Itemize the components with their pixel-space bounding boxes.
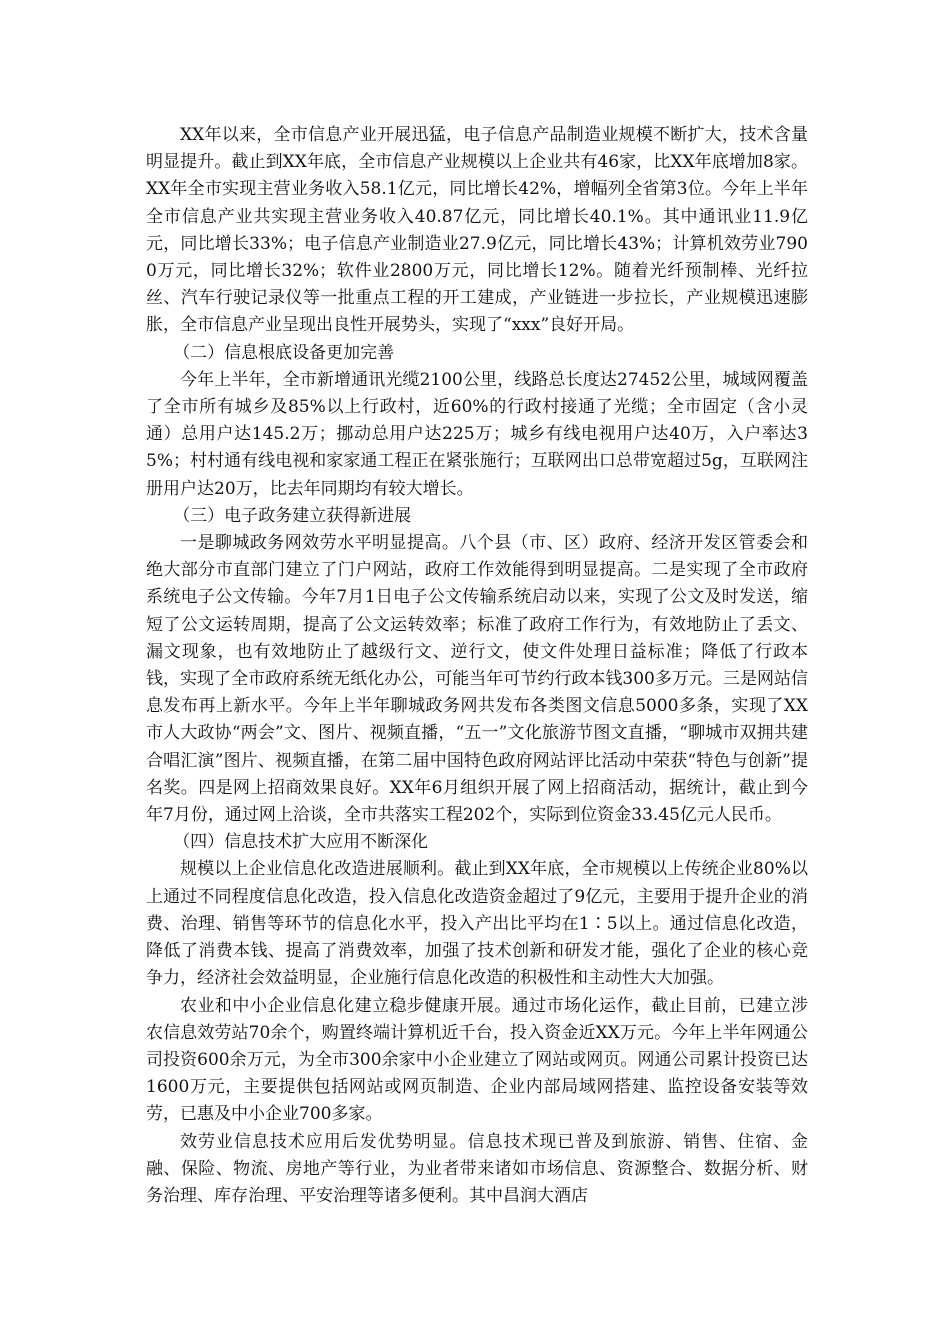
section-heading-infrastructure: （二）信息根底设备更加完善 xyxy=(173,342,395,363)
paragraph-infrastructure: 今年上半年，全市新增通讯光缆2100公里，线路总长度达27452公里，城域网覆盖了全市所有城乡及85%以上行政村，近60%的行政村接通了光缆；全市固定（含小灵通）总用户达145.2万；挪动总用户达225万；城乡有线电视用户达40万，入户率达35%；村村通有线电视和家家通工程正在紧张施行；互联网出口总带宽超过5g，互联网注册用户达20万，比去年同期均有较大增长。 xyxy=(146,369,808,499)
paragraph-service-industry: 效劳业信息技术应用后发优势明显。信息技术现已普及到旅游、销售、住宿、金融、保险、物流、房地产等行业，为业者带来诸如市场信息、资源整合、数据分析、财务治理、库存治理、平安治理等诸多便利。其中昌润大酒店 xyxy=(146,1131,808,1206)
paragraph-industry-overview: XX年以来，全市信息产业开展迅猛，电子信息产品制造业规模不断扩大，技术含量明显提升。截止到XX年底，全市信息产业规模以上企业共有46家，比XX年底增加8家。XX年全市实现主营业务收入58.1亿元，同比增长42%，增幅列全省第3位。今年上半年全市信息产业共实现主营业务收入40.87亿元，同比增长40.1%。其中通讯业11.9亿元，同比增长33%；电子信息产业制造业27.9亿元，同比增长43%；计算机效劳业7900万元，同比增长32%；软件业2800万元，同比增长12%。随着光纤预制棒、光纤拉丝、汽车行驶记录仪等一批重点工程的开工建成，产业链进一步拉长，产业规模迅速膨胀，全市信息产业呈现出良性开展势头，实现了“xxx”良好开局。 xyxy=(146,125,808,336)
paragraph-enterprise-informatization: 规模以上企业信息化改造进展顺利。截止到XX年底，全市规模以上传统企业80%以上通过不同程度信息化改造，投入信息化改造资金超过了9亿元，主要用于提升企业的消费、治理、销售等环节的信息化水平，投入产出比平均在1∶5以上。通过信息化改造，降低了消费本钱、提高了消费效率，加强了技术创新和研发才能，强化了企业的核心竞争力，经济社会效益明显，企业施行信息化改造的积极性和主动性大大加强。 xyxy=(146,859,808,989)
section-heading-it-application: （四）信息技术扩大应用不断深化 xyxy=(173,832,429,853)
document-body xyxy=(146,122,808,1210)
paragraph-e-government: 一是聊城政务网效劳水平明显提高。八个县（市、区）政府、经济开发区管委会和绝大部分市直部门建立了门户网站，政府工作效能得到明显提高。二是实现了全市政府系统电子公文传输。今年7月1日电子公文传输系统启动以来，实现了公文及时发送，缩短了公文运转周期，提高了公文运转效率；标准了政府工作行为，有效地防止了丢文、漏文现象，也有效地防止了越级行文、逆行文，使文件处理日益标准；降低了行政本钱，实现了全市政府系统无纸化办公，可能当年可节约行政本钱300多万元。三是网站信息发布再上新水平。今年上半年聊城政务网共发布各类图文信息5000多条，实现了XX市人大政协“两会”文、图片、视频直播，“五一”文化旅游节图文直播，“聊城市双拥共建合唱汇演”图片、视频直播，在第二届中国特色政府网站评比活动中荣获“特色与创新”提名奖。四是网上招商效果良好。XX年6月组织开展了网上招商活动，据统计，截止到今年7月份，通过网上洽谈，全市共落实工程202个，实际到位资金33.45亿元人民币。 xyxy=(146,533,808,826)
section-heading-e-government: （三）电子政务建立获得新进展 xyxy=(173,505,412,526)
paragraph-agriculture-sme: 农业和中小企业信息化建立稳步健康开展。通过市场化运作，截止目前，已建立涉农信息效劳站70余个，购置终端计算机近千台，投入资金近XX万元。今年上半年网通公司投资600余万元，为全市300余家中小企业建立了网站或网页。网通公司累计投资已达1600万元，主要提供包括网站或网页制造、企业内部局域网搭建、监控设备安装等效劳，已惠及中小企业700多家。 xyxy=(146,995,808,1125)
